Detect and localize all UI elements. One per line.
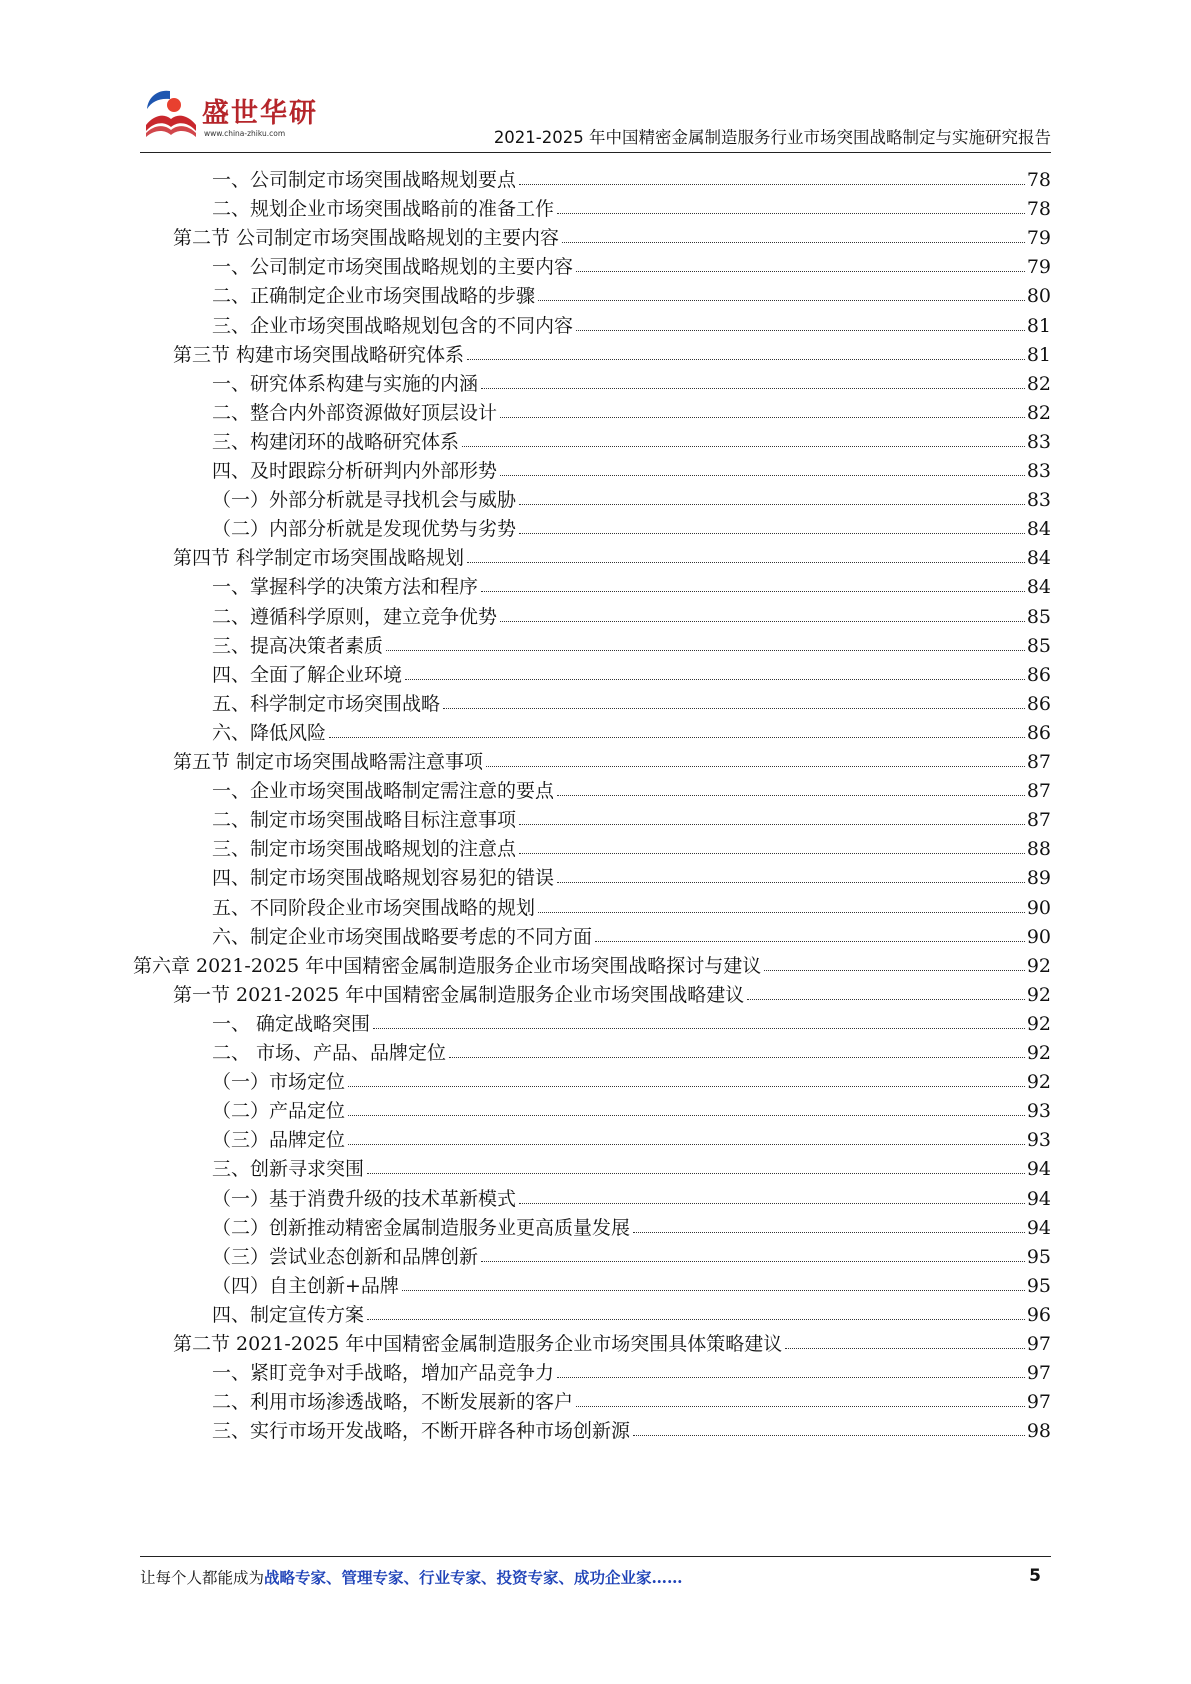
toc-dot-leader — [595, 941, 1025, 942]
toc-entry-label: （一）基于消费升级的技术革新模式 — [212, 1187, 517, 1210]
toc-entry-page: 92 — [1026, 954, 1051, 977]
toc-entry[interactable] — [212, 683, 1051, 714]
toc-entry-page: 92 — [1026, 1042, 1051, 1064]
toc-entry-label: 第二节 公司制定市场突围战略规划的主要内容 — [173, 227, 560, 250]
toc-entry[interactable] — [212, 188, 1051, 219]
toc-entry[interactable] — [212, 828, 1051, 859]
toc-dot-leader — [367, 1319, 1025, 1320]
toc-entry-label: 第六章 2021-2025 年中国精密金属制造服务企业市场突围战略探讨与建议 — [133, 954, 762, 977]
toc-entry-label: 三、提高决策者素质 — [212, 634, 384, 657]
toc-entry[interactable] — [173, 217, 1051, 248]
toc-entry-page: 94 — [1026, 1187, 1051, 1210]
header-divider — [140, 152, 1051, 153]
toc-entry[interactable] — [212, 479, 1051, 510]
toc-entry-label: 第四节 科学制定市场突围战略规划 — [173, 547, 465, 570]
toc-entry-label: 五、不同阶段企业市场突围战略的规划 — [212, 896, 536, 919]
report-title: 2021-2025 年中国精密金属制造服务行业市场突围战略制定与实施研究报告 — [493, 128, 1051, 147]
toc-entry-label: 四、及时跟踪分析研判内外部形势 — [212, 460, 498, 482]
toc-entry-label: 二、规划企业市场突围战略前的准备工作 — [212, 198, 555, 221]
toc-entry[interactable] — [212, 305, 1051, 336]
toc-entry[interactable] — [212, 363, 1051, 394]
toc-entry-page: 84 — [1026, 547, 1051, 570]
toc-dot-leader — [519, 504, 1025, 505]
toc-entry[interactable] — [212, 1178, 1051, 1209]
toc-dot-leader — [557, 213, 1025, 214]
toc-dot-leader — [348, 1144, 1025, 1145]
toc-entry-page: 86 — [1026, 663, 1051, 686]
toc-entry-label: 五、科学制定市场突围战略 — [212, 692, 441, 715]
toc-entry[interactable] — [212, 1236, 1051, 1267]
toc-entry[interactable] — [212, 1003, 1051, 1034]
toc-entry-label: 二、 市场、产品、品牌定位 — [212, 1042, 447, 1064]
toc-entry-page: 95 — [1026, 1245, 1051, 1268]
toc-entry[interactable] — [173, 974, 1051, 1005]
toc-dot-leader — [405, 679, 1025, 680]
toc-entry[interactable] — [212, 625, 1051, 656]
toc-dot-leader — [373, 1028, 1025, 1029]
footer-slogan — [140, 1566, 683, 1588]
toc-entry-label: 四、制定市场突围战略规划容易犯的错误 — [212, 867, 555, 890]
toc-entry[interactable] — [212, 1265, 1051, 1296]
page-header — [0, 0, 1191, 160]
toc-entry[interactable] — [212, 712, 1051, 743]
toc-dot-leader — [402, 1290, 1025, 1291]
toc-dot-leader — [367, 1173, 1025, 1174]
toc-entry-page: 96 — [1026, 1303, 1051, 1326]
toc-entry[interactable] — [173, 537, 1051, 568]
toc-entry-label: 一、公司制定市场突围战略规划的主要内容 — [212, 256, 574, 279]
toc-entry-page: 97 — [1026, 1362, 1051, 1385]
toc-entry-page: 87 — [1026, 809, 1051, 832]
toc-entry[interactable] — [212, 596, 1051, 627]
toc-dot-leader — [329, 737, 1025, 738]
toc-entry-page: 79 — [1026, 256, 1051, 279]
toc-entry[interactable] — [212, 421, 1051, 452]
toc-dot-leader — [538, 300, 1025, 301]
toc-entry-label: 第二节 2021-2025 年中国精密金属制造服务企业市场突围具体策略建议 — [173, 1333, 783, 1355]
toc-entry-label: 一、 确定战略突围 — [212, 1012, 371, 1035]
toc-dot-leader — [449, 1057, 1025, 1058]
toc-dot-leader — [747, 999, 1025, 1000]
toc-entry-page: 92 — [1026, 1071, 1051, 1094]
toc-entry-label: 一、企业市场突围战略制定需注意的要点 — [212, 780, 555, 803]
toc-entry-label: 第五节 制定市场突围战略需注意事项 — [173, 751, 484, 773]
toc-dot-leader — [576, 1406, 1025, 1407]
toc-entry[interactable] — [212, 1090, 1051, 1121]
toc-dot-leader — [519, 853, 1025, 854]
toc-entry[interactable] — [212, 1061, 1051, 1092]
toc-entry-label: 三、实行市场开发战略，不断开辟各种市场创新源 — [212, 1420, 631, 1443]
toc-entry-label: 一、紧盯竞争对手战略，增加产品竞争力 — [212, 1362, 555, 1385]
toc-dot-leader — [576, 330, 1025, 331]
toc-dot-leader — [764, 970, 1025, 971]
toc-dot-leader — [467, 562, 1025, 563]
toc-dot-leader — [538, 912, 1025, 913]
toc-entry-label: 二、遵循科学原则，建立竞争优势 — [212, 605, 498, 628]
toc-dot-leader — [557, 1377, 1025, 1378]
toc-dot-leader — [519, 533, 1025, 534]
toc-entry-page: 83 — [1026, 430, 1051, 453]
toc-entry[interactable] — [212, 1294, 1051, 1325]
toc-entry-page: 85 — [1026, 605, 1051, 628]
toc-entry-label: （四）自主创新+品牌 — [212, 1274, 399, 1297]
toc-entry[interactable] — [212, 1410, 1051, 1441]
toc-entry[interactable] — [212, 392, 1051, 423]
toc-entry-page: 93 — [1026, 1129, 1051, 1152]
toc-entry-label: （二）产品定位 — [212, 1100, 346, 1123]
toc-entry[interactable] — [173, 1323, 1051, 1354]
toc-dot-leader — [386, 650, 1025, 651]
toc-entry-page: 90 — [1026, 925, 1051, 948]
toc-entry-page: 97 — [1026, 1391, 1051, 1414]
toc-dot-leader — [348, 1115, 1025, 1116]
toc-dot-leader — [462, 446, 1025, 447]
toc-entry-page: 84 — [1026, 518, 1051, 541]
toc-entry[interactable] — [212, 1207, 1051, 1238]
toc-entry[interactable] — [173, 334, 1051, 365]
toc-dot-leader — [481, 388, 1025, 389]
toc-entry[interactable] — [212, 1119, 1051, 1150]
footer-slogan-highlight: 战略专家、管理专家、行业专家、投资专家、成功企业家…… — [264, 1568, 683, 1587]
toc-dot-leader — [486, 766, 1025, 767]
toc-entry-label: 三、企业市场突围战略规划包含的不同内容 — [212, 314, 574, 337]
toc-dot-leader — [481, 1261, 1025, 1262]
toc-entry[interactable] — [212, 1148, 1051, 1179]
toc-entry-page: 87 — [1026, 780, 1051, 803]
toc-entry-page: 87 — [1026, 751, 1051, 773]
logo-wordmark: 盛世华研 — [202, 98, 318, 129]
toc-entry-label: （三）品牌定位 — [212, 1129, 346, 1152]
toc-entry-page: 97 — [1026, 1333, 1051, 1355]
toc-entry-page: 85 — [1026, 634, 1051, 657]
toc-entry-label: 一、掌握科学的决策方法和程序 — [212, 576, 479, 599]
toc-entry-label: 二、制定市场突围战略目标注意事项 — [212, 809, 517, 832]
toc-entry-label: （一）市场定位 — [212, 1071, 346, 1094]
toc-entry-page: 81 — [1026, 343, 1051, 366]
toc-entry-page: 86 — [1026, 692, 1051, 715]
toc-entry[interactable] — [212, 1032, 1051, 1063]
toc-entry-page: 83 — [1026, 489, 1051, 512]
page-number: 5 — [1029, 1566, 1041, 1586]
toc-entry-label: 三、制定市场突围战略规划的注意点 — [212, 838, 517, 861]
toc-entry-label: （二）内部分析就是发现优势与劣势 — [212, 518, 517, 541]
toc-dot-leader — [519, 824, 1025, 825]
toc-entry-label: 二、正确制定企业市场突围战略的步骤 — [212, 285, 536, 308]
toc-dot-leader — [348, 1086, 1025, 1087]
toc-entry-label: 一、公司制定市场突围战略规划要点 — [212, 169, 517, 191]
logo-book-icon — [140, 85, 202, 145]
toc-entry-page: 83 — [1026, 460, 1051, 482]
toc-dot-leader — [576, 271, 1025, 272]
footer-divider — [140, 1556, 1051, 1557]
toc-dot-leader — [633, 1232, 1025, 1233]
toc-entry-page: 81 — [1026, 314, 1051, 337]
toc-entry[interactable] — [212, 246, 1051, 277]
toc-entry-label: 第一节 2021-2025 年中国精密金属制造服务企业市场突围战略建议 — [173, 983, 745, 1006]
toc-dot-leader — [557, 795, 1025, 796]
toc-entry-page: 78 — [1026, 169, 1051, 191]
company-logo — [140, 85, 360, 145]
footer-slogan-prefix: 让每个人都能成为 — [140, 1569, 265, 1587]
toc-entry[interactable] — [212, 566, 1051, 597]
toc-entry-page: 98 — [1026, 1420, 1051, 1443]
toc-dot-leader — [481, 591, 1025, 592]
toc-entry[interactable] — [212, 508, 1051, 539]
toc-entry-label: 一、研究体系构建与实施的内涵 — [212, 372, 479, 395]
toc-entry[interactable] — [212, 916, 1051, 947]
toc-entry-label: 第三节 构建市场突围战略研究体系 — [173, 343, 465, 366]
toc-dot-leader — [443, 708, 1025, 709]
toc-entry-page: 80 — [1026, 285, 1051, 308]
toc-entry[interactable] — [212, 1352, 1051, 1383]
toc-dot-leader — [519, 184, 1025, 185]
toc-dot-leader — [467, 359, 1025, 360]
toc-entry[interactable] — [212, 857, 1051, 888]
toc-entry-page: 94 — [1026, 1158, 1051, 1181]
toc-entry-page: 86 — [1026, 721, 1051, 744]
toc-dot-leader — [562, 242, 1025, 243]
toc-entry-label: 二、整合内外部资源做好顶层设计 — [212, 401, 498, 424]
toc-entry-page: 82 — [1026, 401, 1051, 424]
toc-dot-leader — [500, 417, 1025, 418]
toc-entry-page: 88 — [1026, 838, 1051, 861]
toc-entry-page: 89 — [1026, 867, 1051, 890]
toc-entry[interactable] — [212, 1381, 1051, 1412]
toc-entry-label: 六、制定企业市场突围战略要考虑的不同方面 — [212, 925, 593, 948]
toc-entry[interactable] — [212, 887, 1051, 918]
toc-entry-page: 93 — [1026, 1100, 1051, 1123]
toc-entry-label: 二、利用市场渗透战略，不断发展新的客户 — [212, 1391, 574, 1414]
toc-entry-page: 84 — [1026, 576, 1051, 599]
toc-entry-page: 92 — [1026, 1012, 1051, 1035]
toc-entry-label: （二）创新推动精密金属制造服务业更高质量发展 — [212, 1216, 631, 1239]
toc-entry-page: 94 — [1026, 1216, 1051, 1239]
toc-entry[interactable] — [212, 450, 1051, 481]
toc-entry-page: 95 — [1026, 1274, 1051, 1297]
toc-entry-label: 四、全面了解企业环境 — [212, 663, 403, 686]
toc-entry-label: 三、构建闭环的战略研究体系 — [212, 430, 460, 453]
toc-dot-leader — [785, 1348, 1025, 1349]
toc-dot-leader — [633, 1435, 1025, 1436]
toc-dot-leader — [519, 1203, 1025, 1204]
toc-entry[interactable] — [173, 741, 1051, 772]
toc-entry-label: （一）外部分析就是寻找机会与威胁 — [212, 489, 517, 512]
toc-entry-page: 92 — [1026, 983, 1051, 1006]
toc-entry[interactable] — [212, 654, 1051, 685]
toc-entry[interactable] — [212, 770, 1051, 801]
toc-entry[interactable] — [133, 945, 1051, 976]
toc-entry-label: （三）尝试业态创新和品牌创新 — [212, 1245, 479, 1268]
toc-entry[interactable] — [212, 159, 1051, 190]
toc-entry[interactable] — [212, 275, 1051, 306]
toc-dot-leader — [500, 621, 1025, 622]
toc-dot-leader — [557, 882, 1025, 883]
toc-dot-leader — [500, 475, 1025, 476]
toc-entry-label: 六、降低风险 — [212, 721, 327, 744]
toc-entry-page: 79 — [1026, 227, 1051, 250]
toc-entry-page: 82 — [1026, 372, 1051, 395]
logo-url: www.china-zhiku.com — [204, 129, 286, 138]
toc-entry-label: 四、制定宣传方案 — [212, 1303, 365, 1326]
toc-entry-page: 78 — [1026, 198, 1051, 221]
toc-entry-label: 三、创新寻求突围 — [212, 1158, 365, 1181]
toc-entry-page: 90 — [1026, 896, 1051, 919]
toc-entry[interactable] — [212, 799, 1051, 830]
